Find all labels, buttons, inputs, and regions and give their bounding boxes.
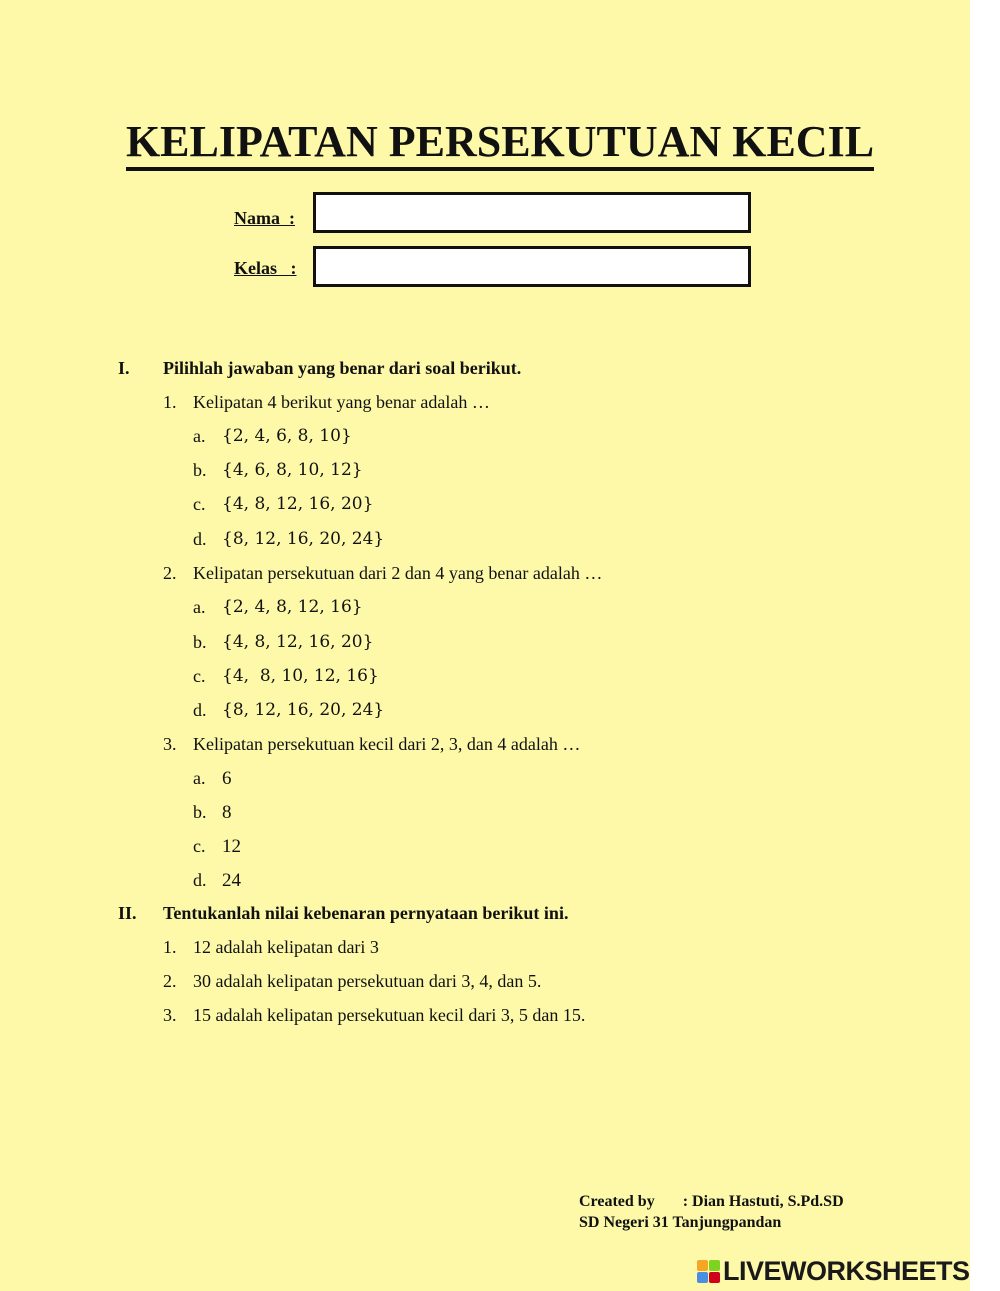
option-text: {4, 6, 8, 10, 12} [222, 460, 363, 480]
option-letter: b. [193, 802, 207, 822]
question-number: 1. [163, 392, 177, 412]
kelas-input[interactable] [313, 246, 751, 287]
option-letter: a. [193, 426, 206, 446]
option-letter: c. [193, 666, 206, 686]
nama-input[interactable] [313, 192, 751, 233]
section1-heading: Pilihlah jawaban yang benar dari soal berikut. [163, 358, 522, 378]
nama-label: Nama : [234, 208, 295, 228]
option-text: {4, 8, 10, 12, 16} [222, 666, 379, 686]
page-title-text: KELIPATAN PERSEKUTUAN KECIL [126, 117, 874, 171]
statement-text: 30 adalah kelipatan persekutuan dari 3, 4, dan 5. [193, 971, 542, 991]
option-letter: c. [193, 836, 206, 856]
section2-heading: Tentukanlah nilai kebenaran pernyataan berikut ini. [163, 903, 569, 923]
kelas-label: Kelas : [234, 258, 297, 278]
statement-number: 1. [163, 937, 177, 957]
question-text: Kelipatan persekutuan kecil dari 2, 3, dan 4 adalah … [193, 734, 581, 754]
option-text: {2, 4, 8, 12, 16} [222, 597, 363, 617]
credit-author: Created by : Dian Hastuti, S.Pd.SD [579, 1193, 844, 1210]
section1-numeral: I. [118, 358, 130, 378]
liveworksheets-logo [697, 1256, 970, 1286]
option-text: 24 [222, 870, 241, 891]
statement-number: 3. [163, 1005, 177, 1025]
option-letter: d. [193, 700, 207, 720]
option-letter: b. [193, 632, 207, 652]
option-text: {4, 8, 12, 16, 20} [222, 632, 374, 652]
logo-tile-icon [697, 1272, 708, 1283]
option-letter: d. [193, 870, 207, 890]
logo-tile-icon [709, 1260, 720, 1271]
option-letter: a. [193, 597, 206, 617]
option-letter: c. [193, 494, 206, 514]
option-text: {4, 8, 12, 16, 20} [222, 494, 374, 514]
option-text: 12 [222, 836, 241, 857]
option-text: 8 [222, 802, 232, 823]
question-text: Kelipatan 4 berikut yang benar adalah … [193, 392, 490, 412]
page-title [0, 116, 1000, 167]
question-text: Kelipatan persekutuan dari 2 dan 4 yang benar adalah … [193, 563, 603, 583]
logo-tile-icon [709, 1272, 720, 1283]
option-text: 6 [222, 768, 232, 789]
option-letter: d. [193, 529, 207, 549]
logo-tile-icon [697, 1260, 708, 1271]
option-letter: a. [193, 768, 206, 788]
question-number: 2. [163, 563, 177, 583]
liveworksheets-icon [697, 1260, 720, 1283]
option-text: {8, 12, 16, 20, 24} [222, 529, 385, 549]
option-text: {2, 4, 6, 8, 10} [222, 426, 352, 446]
option-letter: b. [193, 460, 207, 480]
section2-numeral: II. [118, 903, 137, 923]
liveworksheets-wordmark: LIVEWORKSHEETS [723, 1255, 970, 1286]
statement-text: 15 adalah kelipatan persekutuan kecil dari 3, 5 dan 15. [193, 1005, 586, 1025]
question-number: 3. [163, 734, 177, 754]
statement-number: 2. [163, 971, 177, 991]
statement-text: 12 adalah kelipatan dari 3 [193, 937, 379, 957]
option-text: {8, 12, 16, 20, 24} [222, 700, 385, 720]
credit-school: SD Negeri 31 Tanjungpandan [579, 1214, 782, 1231]
